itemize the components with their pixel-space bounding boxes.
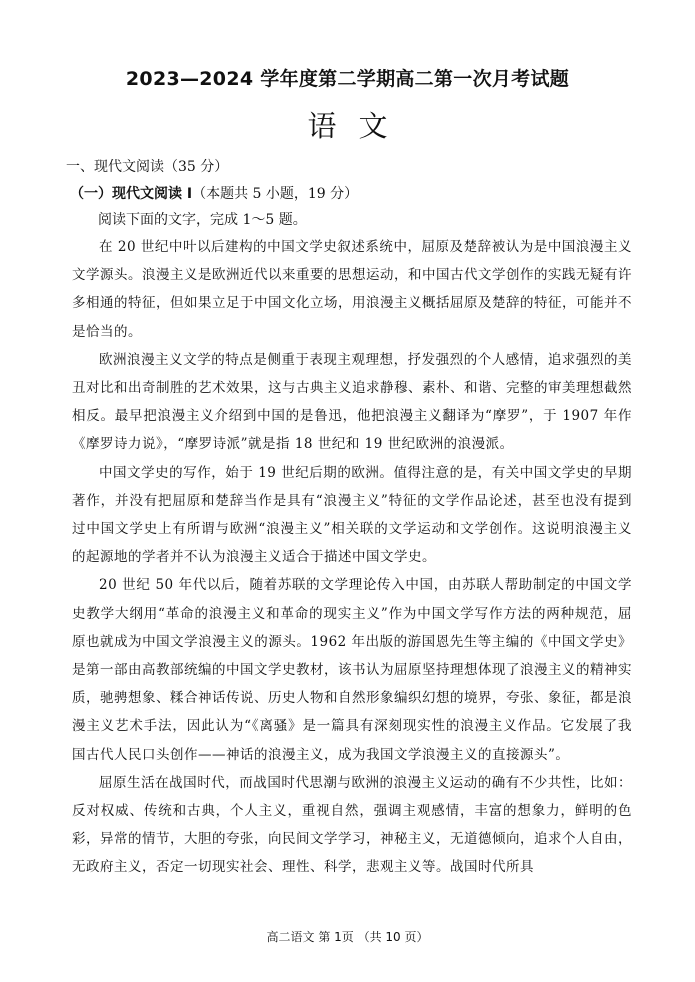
reading-instruction: 阅读下面的文字，完成 1～5 题。 (98, 212, 307, 228)
passage-paragraph-4: 20 世纪 50 年代以后，随着苏联的文学理论传入中国，由苏联人帮助制定的中国文学史教学大纲用“革命的浪漫主义和革命的现实主义”作为中国文学写作方法的两种规范，屈原也就成为中国文学浪漫主义的源头。1962 年出版的游国恩先生等主编的《中国文学史》是第一部由高教部统编的中国文学史教材，该书认为屈原坚持理想体现了浪漫主义的精神实质，驰骋想象、糅合神话传说、历史人物和自然形象编织幻想的境界，夸张、象征，都是浪漫主义艺术手法，因此认为“《离骚》是一篇具有深刻现实性的浪漫主义作品。它发展了我国古代人民口头创作——神话的浪漫主义，成为我国文学浪漫主义的直接源头”。 (72, 577, 632, 763)
subsection-heading (70, 183, 358, 203)
subject-title: 语文 (307, 109, 410, 143)
passage-paragraph-1: 在 20 世纪中叶以后建构的中国文学史叙述系统中，屈原及楚辞被认为是中国浪漫主义文学源头。浪漫主义是欧洲近代以来重要的思想运动，和中国古代文学创作的实践无疑有许多相通的特征，但如果立足于中国文化立场，用浪漫主义概括屈原及楚辞的特征，可能并不是恰当的。 (72, 239, 632, 340)
passage-paragraph-3: 中国文学史的写作，始于 19 世纪后期的欧洲。值得注意的是，有关中国文学史的早期著作，并没有把屈原和楚辞当作是具有“浪漫主义”特征的文学作品论述，甚至也没有提到过中国文学史上有所谓与欧洲“浪漫主义”相关联的文学运动和文学创作。这说明浪漫主义的起源地的学者并不认为浪漫主义适合于描述中国文学史。 (72, 464, 632, 566)
passage-body (72, 233, 632, 882)
passage-paragraph-2: 欧洲浪漫主义文学的特点是侧重于表现主观理想，抒发强烈的个人感情，追求强烈的美丑对比和出奇制胜的艺术效果，这与古典主义追求静穆、素朴、和谐、完整的审美理想截然相反。最早把浪漫主义介绍到中国的是鲁迅，他把浪漫主义翻译为“摩罗”，于 1907 年作《摩罗诗力说》，“摩罗诗派”就是指 18 世纪和 19 世纪欧洲的浪漫派。 (72, 351, 632, 453)
section-heading: 一、现代文阅读（35 分） (66, 159, 229, 175)
subsection-note: （本题共 5 小题，19 分） (192, 186, 359, 202)
page-footer: 高二语文 第 1页 （共 10 页） (266, 930, 429, 944)
passage-paragraph-5: 屈原生活在战国时代，而战国时代思潮与欧洲的浪漫主义运动的确有不少共性，比如：反对权威、传统和古典，个人主义，重视自然，强调主观感情，丰富的想象力，鲜明的色彩，异常的情节，大胆的夸张，向民间文学学习，神秘主义，无道德倾向，追求个人自由，无政府主义，否定一切现实社会、理性、科学，悲观主义等。战国时代所具 (72, 774, 632, 876)
subsection-label: （一）现代文阅读 I (70, 186, 193, 202)
exam-title: 2023—2024 学年度第二学期高二第一次月考试题 (125, 68, 570, 90)
